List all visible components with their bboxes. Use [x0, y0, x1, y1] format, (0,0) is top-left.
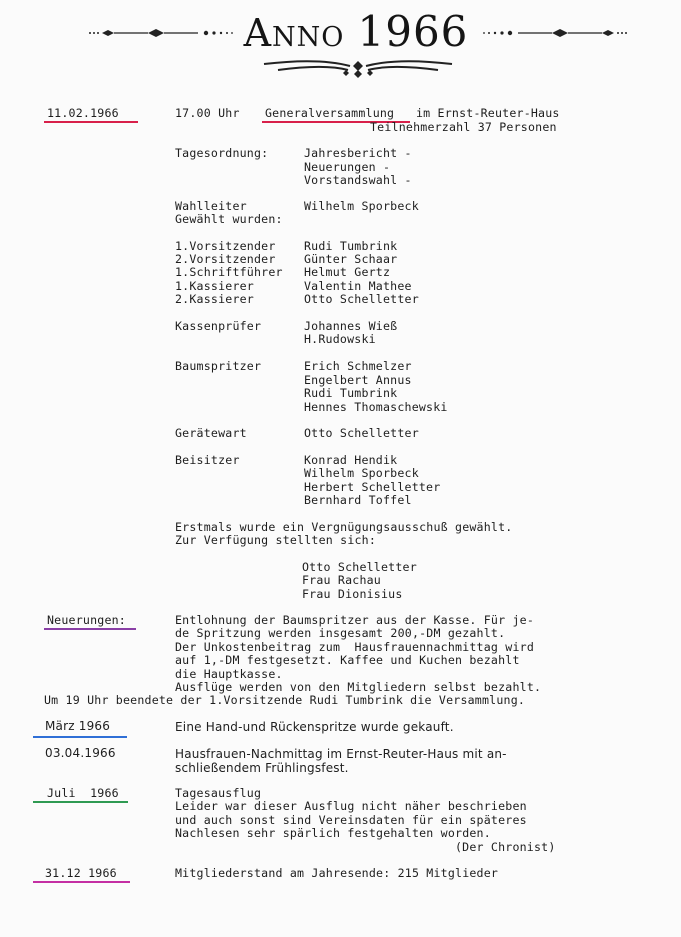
officer-role: 2.Kassierer	[175, 292, 254, 306]
news-line: auf 1,-DM festgesetzt. Kaffee und Kuchen bezahlt	[175, 653, 520, 667]
agenda-item: Neuerungen -	[304, 160, 391, 174]
agenda-item: Jahresbericht -	[304, 146, 412, 160]
sprayer-name: Hennes Thomaschewski	[304, 400, 448, 414]
officer-name: Günter Schaar	[304, 252, 398, 266]
sprayers-label: Baumspritzer	[175, 359, 262, 373]
date-underline-blue	[33, 736, 127, 738]
auditor-name: H.Rudowski	[304, 332, 376, 346]
date-underline-green	[33, 801, 128, 803]
left-ornament	[88, 27, 234, 39]
news-line: de Spritzung werden insgesamt 200,-DM gezahlt.	[175, 626, 506, 640]
agenda-label: Tagesordnung:	[175, 146, 269, 160]
sprayer-name: Erich Schmelzer	[304, 359, 412, 373]
title-year: 1966	[357, 7, 469, 56]
equipment-name: Otto Schelletter	[304, 426, 419, 440]
entry-text: Mitgliederstand am Jahresende: 215 Mitglieder	[175, 866, 499, 880]
officer-name: Otto Schelletter	[304, 292, 419, 306]
assessor-name: Herbert Schelletter	[304, 480, 441, 494]
election-leader-label: Wahlleiter	[175, 199, 247, 213]
officer-name: Helmut Gertz	[304, 265, 391, 279]
officer-role: 1.Vorsitzender	[175, 239, 276, 253]
page-title	[236, 7, 476, 56]
auditors-label: Kassenprüfer	[175, 319, 262, 333]
sprayer-name: Engelbert Annus	[304, 373, 412, 387]
officer-name: Valentin Mathee	[304, 279, 412, 293]
closing-line: Um 19 Uhr beendete der 1.Vorsitzende Rudi Tumbrink die Versammlung.	[44, 693, 526, 707]
elected-label: Gewählt wurden:	[175, 212, 283, 226]
equipment-label: Gerätewart	[175, 426, 247, 440]
entry-text: Eine Hand-und Rückenspritze wurde gekauft.	[175, 720, 454, 734]
entry-date: März 1966	[45, 719, 111, 733]
entry-text: schließendem Frühlingsfest.	[175, 761, 349, 775]
assessor-name: Konrad Hendik	[304, 453, 398, 467]
title-flourish	[258, 56, 458, 82]
officer-name: Rudi Tumbrink	[304, 239, 398, 253]
election-leader: Wilhelm Sporbeck	[304, 199, 419, 213]
entry-date: 11.02.1966	[47, 106, 119, 120]
officer-role: 1.Schriftführer	[175, 265, 283, 279]
committee-member: Frau Rachau	[302, 573, 381, 587]
date-underline-magenta	[33, 881, 130, 883]
entry-date: 03.04.1966	[45, 746, 116, 760]
news-line: Ausflüge werden von den Mitgliedern selbst bezahlt.	[175, 680, 542, 694]
officer-role: 2.Vorsitzender	[175, 252, 276, 266]
entry-text: und auch sonst sind Vereinsdaten für ein späteres	[175, 813, 527, 827]
officer-role: 1.Kassierer	[175, 279, 254, 293]
news-label: Neuerungen:	[47, 613, 126, 627]
meeting-place: im Ernst-Reuter-Haus	[416, 106, 560, 120]
entry-text: Nachlesen sehr spärlich festgehalten worden.	[175, 826, 491, 840]
news-line: die Hauptkasse.	[175, 667, 283, 681]
assessor-name: Wilhelm Sporbeck	[304, 466, 419, 480]
entry-date: 31.12 1966	[45, 866, 117, 880]
committee-member: Otto Schelletter	[302, 560, 417, 574]
assessor-name: Bernhard Toffel	[304, 493, 412, 507]
committee-member: Frau Dionisius	[302, 587, 403, 601]
participants: Teilnehmerzahl 37 Personen	[370, 120, 557, 134]
committee-text: Zur Verfügung stellten sich:	[175, 533, 377, 547]
news-line: Entlohnung der Baumspritzer aus der Kasse. Für je-	[175, 613, 535, 627]
meeting-time: 17.00 Uhr	[175, 106, 240, 120]
agenda-item: Vorstandswahl -	[304, 173, 412, 187]
sprayer-name: Rudi Tumbrink	[304, 386, 398, 400]
right-ornament	[482, 27, 628, 39]
auditor-name: Johannes Wieß	[304, 319, 398, 333]
title-word: Anno	[243, 11, 345, 55]
committee-text: Erstmals wurde ein Vergnügungsausschuß gewählt.	[175, 520, 513, 534]
meeting-event: Generalversammlung	[265, 106, 395, 120]
entry-text: Leider war dieser Ausflug nicht näher beschrieben	[175, 799, 527, 813]
signature: (Der Chronist)	[455, 840, 556, 854]
entry-date: Juli 1966	[47, 786, 119, 800]
date-underline-red	[44, 121, 138, 123]
news-underline-purple	[44, 628, 136, 630]
entry-text: Hausfrauen-Nachmittag im Ernst-Reuter-Haus mit an-	[175, 747, 507, 761]
news-line: Der Unkostenbeitrag zum Hausfrauennachmittag wird	[175, 640, 535, 654]
entry-text: Tagesausflug	[175, 786, 262, 800]
assessors-label: Beisitzer	[175, 453, 240, 467]
